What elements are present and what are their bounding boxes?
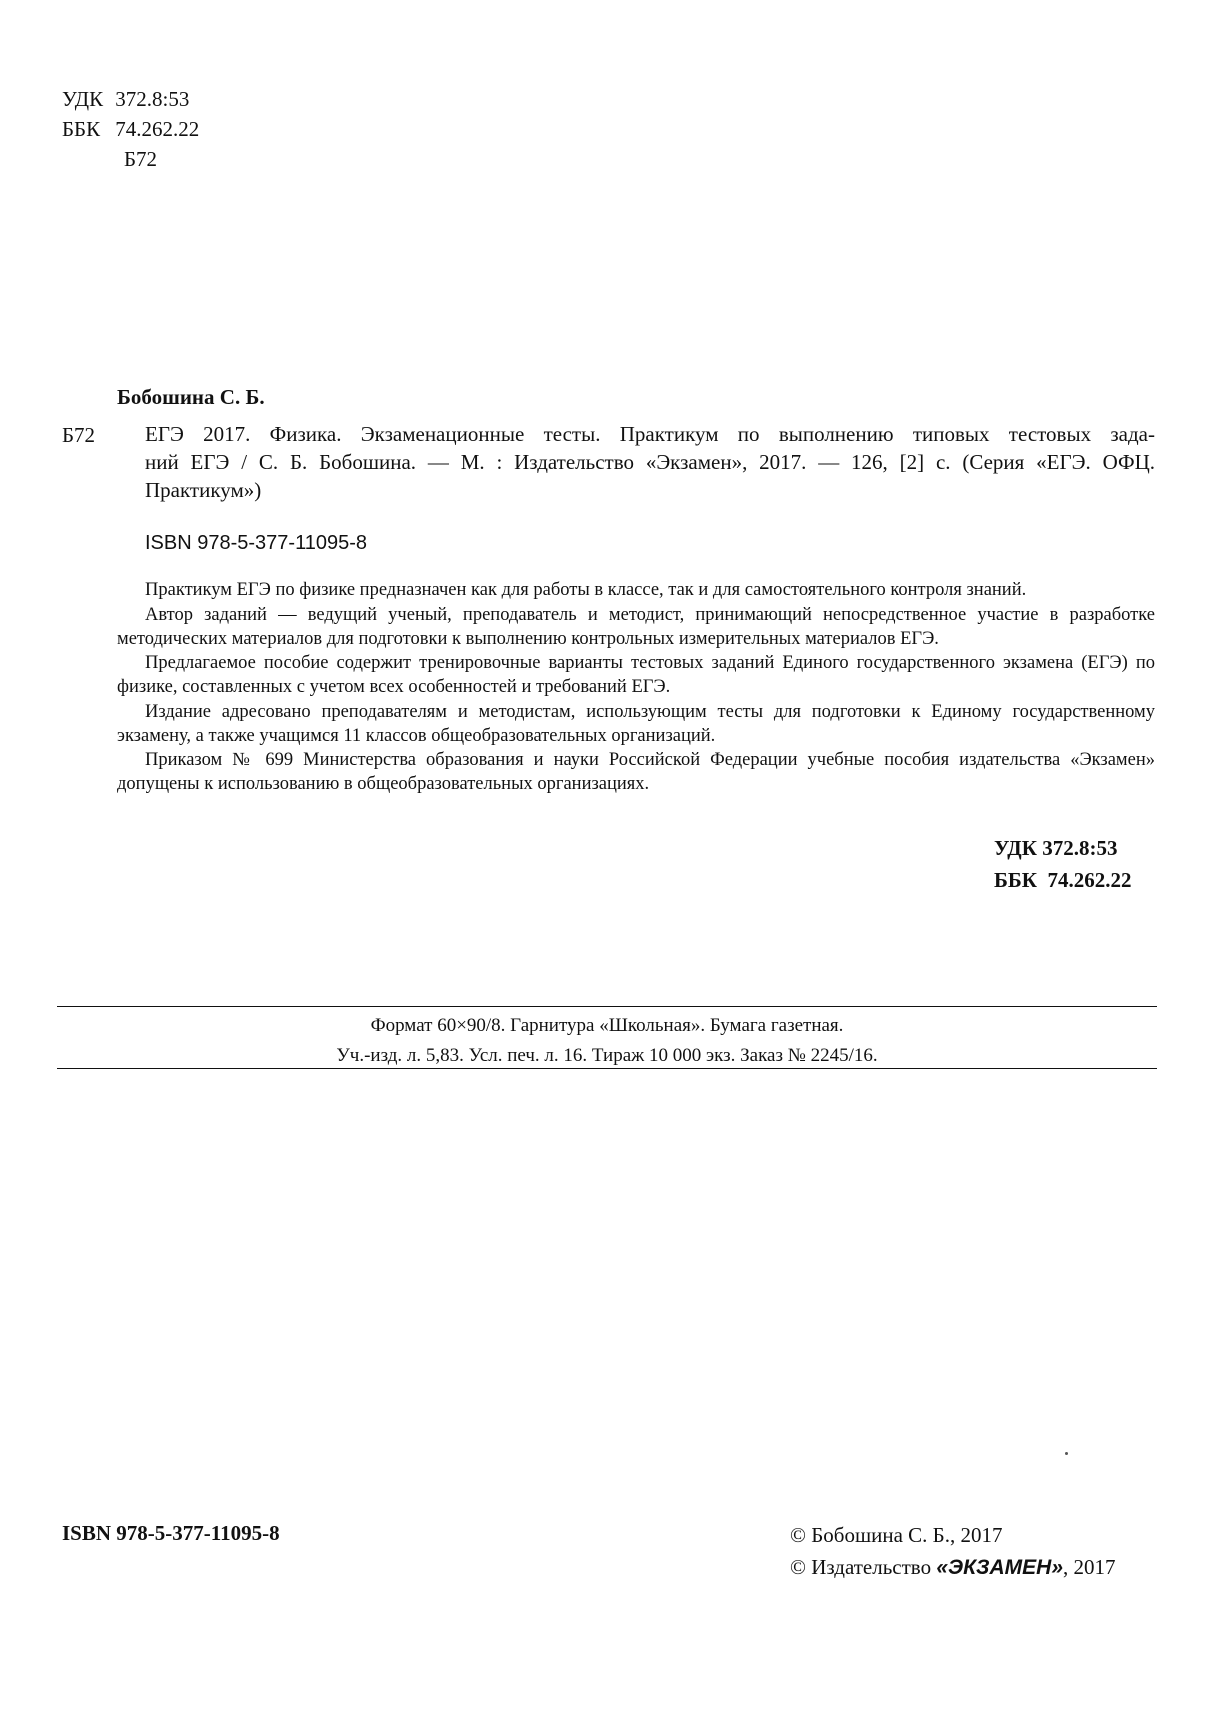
abstract-paragraph: Издание адресовано преподавателям и методистам, использующим тесты для подготовки к Единому государственному экзамену, а также учащимся 11 классов общеобразовательных организаций. — [117, 701, 1155, 746]
bibliographic-mark: Б72 — [62, 423, 96, 447]
bibliographic-record — [117, 420, 1155, 504]
print-speck — [1065, 1452, 1068, 1455]
abstract-paragraph: Предлагаемое пособие содержит тренировочные варианты тестовых заданий Единого государственного экзамена (ЕГЭ) по физике, составленных с учетом всех особенностей и требований ЕГЭ. — [117, 653, 1155, 697]
imprint-line-1: Формат 60×90/8. Гарнитура «Школьная». Бумага газетная. — [370, 1015, 844, 1036]
imprint-bottom-rule — [57, 1068, 1157, 1069]
bbk-label: ББК — [62, 117, 101, 141]
copyright-suffix: , 2017 — [1063, 1555, 1116, 1579]
copyright — [790, 1519, 1116, 1584]
biblio-line-2: ний ЕГЭ / С. Б. Бобошина. — М. : Издательство «Экзамен», 2017. — 126, [2] с. (Серия «ЕГЭ. ОФЦ. — [145, 450, 1155, 474]
copyright-prefix: © Издательство — [790, 1555, 937, 1579]
bottom-isbn: ISBN 978-5-377-11095-8 — [62, 1521, 280, 1545]
udk-value: 372.8:53 — [115, 87, 190, 111]
bbk-bold-row — [994, 864, 1132, 896]
imprint-top-rule — [57, 1006, 1157, 1007]
classification-codes — [62, 84, 199, 174]
copyright-author: © Бобошина С. Б., 2017 — [790, 1523, 1003, 1547]
udk-row — [62, 84, 199, 114]
biblio-line-1: ЕГЭ 2017. Физика. Экзаменационные тесты. Практикум по выполнению типовых тестовых зада- — [145, 422, 1155, 446]
isbn-line: ISBN 978-5-377-11095-8 — [145, 532, 367, 554]
abstract-paragraph: Автор заданий — ведущий ученый, преподаватель и методист, принимающий непосредственное участие в разработке методических материалов для подготовки к выполнению контрольных измерительных материалов ЕГЭ. — [117, 604, 1155, 649]
author-mark: Б72 — [124, 147, 158, 171]
bbk-row — [62, 114, 199, 144]
abstract-paragraph: Приказом № 699 Министерства образования и науки Российской Федерации учебные пособия издательства «Экзамен» допущены к использованию в общеобразовательных организациях. — [117, 750, 1155, 794]
imprint — [57, 1011, 1157, 1071]
copyright-publisher — [790, 1551, 1116, 1584]
bbk-bold-label: ББК — [994, 868, 1037, 892]
abstract — [117, 578, 1155, 797]
bbk-value: 74.262.22 — [115, 117, 200, 141]
udk-label: УДК — [62, 87, 104, 111]
publisher-brand: «ЭКЗАМЕН» — [936, 1556, 1064, 1579]
biblio-line-3: Практикум») — [145, 478, 262, 502]
imprint-line-2: Уч.-изд. л. 5,83. Усл. печ. л. 16. Тираж 10 000 экз. Заказ № 2245/16. — [336, 1045, 878, 1066]
author-heading: Бобошина С. Б. — [117, 385, 265, 409]
abstract-paragraph: Практикум ЕГЭ по физике предназначен как для работы в классе, так и для самостоятельного контроля знаний. — [145, 580, 1027, 600]
bbk-bold-value: 74.262.22 — [1047, 868, 1132, 892]
udk-bold: УДК 372.8:53 — [994, 836, 1118, 860]
classification-codes-bold — [994, 832, 1132, 896]
